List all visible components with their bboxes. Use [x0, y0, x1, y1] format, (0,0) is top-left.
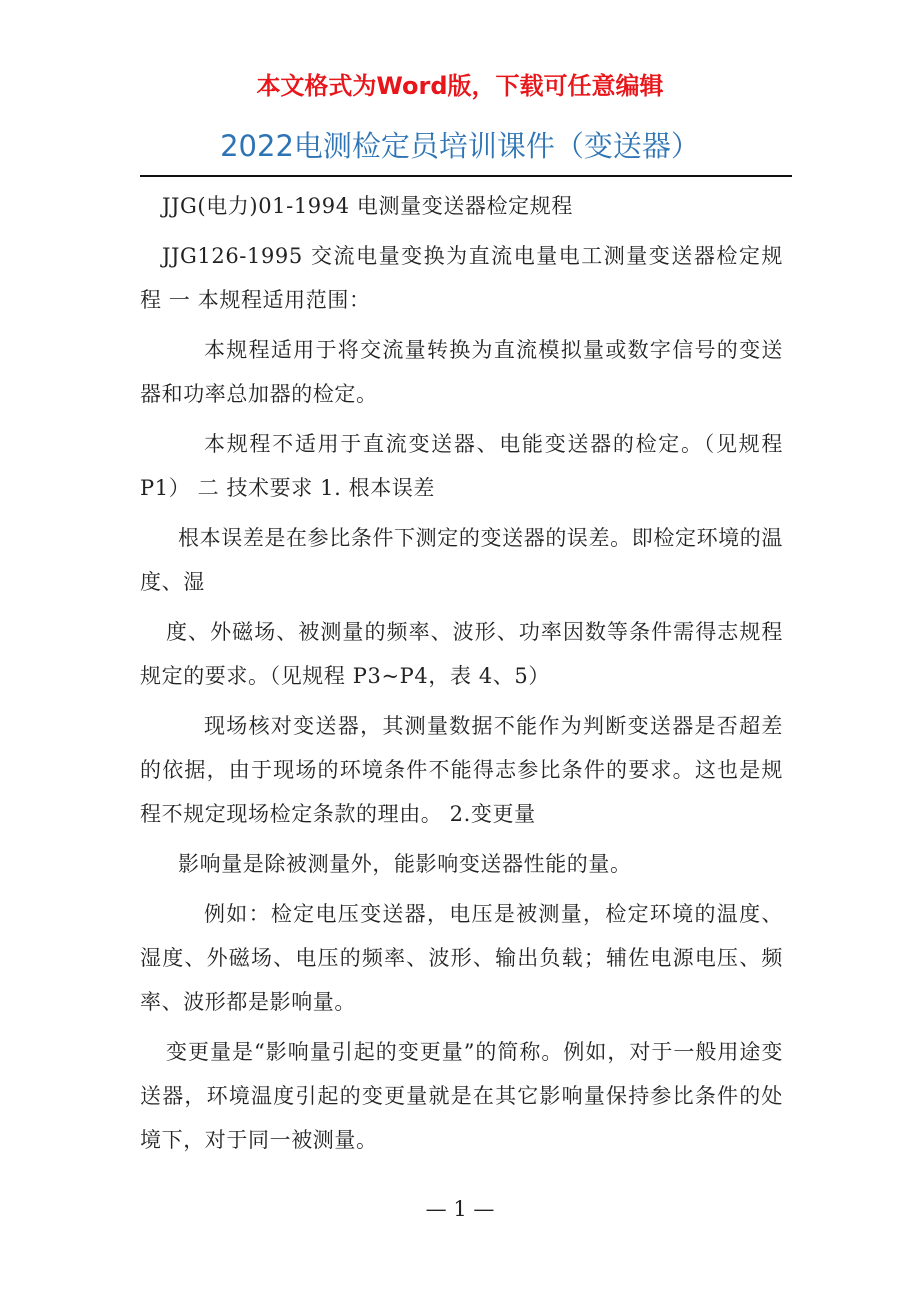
paragraph: 例如：检定电压变送器，电压是被测量，检定环境的温度、湿度、外磁场、电压的频率、波形、输出负载；辅佐电源电压、频率、波形都是影响量。: [140, 902, 783, 1014]
paragraph: 根本误差是在参比条件下测定的变送器的误差。即检定环境的温度、湿: [140, 526, 783, 594]
download-banner: 本文格式为Word版，下载可任意编辑: [256, 72, 664, 100]
paragraph: 影响量是除被测量外，能影响变送器性能的量。: [178, 852, 632, 876]
paragraph: 本规程适用于将交流量转换为直流模拟量或数字信号的变送器和功率总加器的检定。: [140, 338, 783, 406]
title-divider: [140, 175, 792, 177]
page-number: — 1 —: [425, 1197, 495, 1221]
paragraph: 变更量是“影响量引起的变更量”的简称。例如，对于一般用途变送器，环境温度引起的变更量就是在其它影响量保持参比条件的处境下，对于同一被测量。: [140, 1040, 783, 1152]
paragraph: 本规程不适用于直流变送器、电能变送器的检定。（见规程 P1） 二 技术要求 1. 根本误差: [140, 432, 783, 500]
document-body: [140, 184, 783, 1162]
paragraph: JJG126-1995 交流电量变换为直流电量电工测量变送器检定规程 一 本规程适用范围：: [140, 244, 783, 312]
paragraph: 度、外磁场、被测量的频率、波形、功率因数等条件需得志规程规定的要求。（见规程 P3~P4，表 4、5）: [140, 620, 783, 688]
paragraph: JJG(电力)01-1994 电测量变送器检定规程: [162, 194, 573, 218]
document-title: 2022电测检定员培训课件（变送器）: [220, 129, 700, 163]
paragraph: 现场核对变送器，其测量数据不能作为判断变送器是否超差的依据，由于现场的环境条件不能得志参比条件的要求。这也是规程不规定现场检定条款的理由。 2.变更量: [140, 714, 783, 826]
